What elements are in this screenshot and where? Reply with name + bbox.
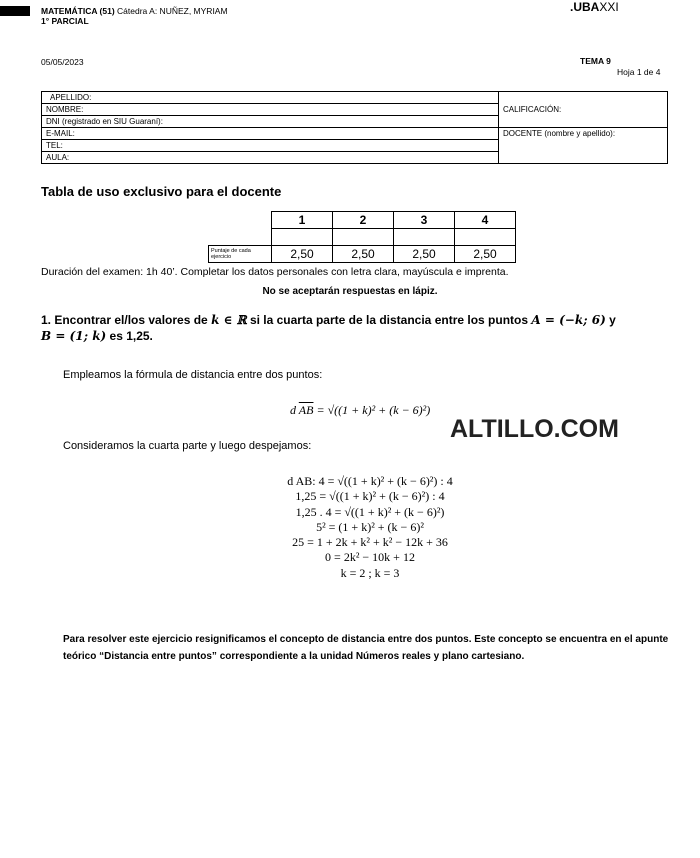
field-tel: TEL: (42, 140, 499, 152)
duration-instructions: Duración del examen: 1h 40’. Completar los datos personales con letra clara, mayúscula e imprenta. (41, 266, 509, 278)
teacher-score-table (208, 211, 516, 263)
col-header: 4 (455, 212, 516, 229)
score-cell: 2,50 (455, 246, 516, 263)
exam-name: 1° PARCIAL (41, 16, 89, 26)
field-email: E-MAIL: (42, 128, 499, 140)
equation-line: d AB: 4 = √((1 + k)² + (k − 6)²) : 4 (287, 474, 453, 488)
score-row-label: Puntaje de cada ejercicio (209, 246, 272, 263)
page-indicator: Hoja 1 de 4 (617, 67, 661, 77)
equation-line: 5² = (1 + k)² + (k − 6)² (316, 519, 424, 534)
watermark: ALTILLO.COM (450, 415, 619, 443)
grade-cell (455, 229, 516, 246)
uba-logo: .UBAXXI (570, 0, 619, 14)
course-title: MATEMÁTICA (51) Cátedra A: NUÑEZ, MYRIAM (41, 6, 228, 16)
teacher-table-title: Tabla de uso exclusivo para el docente (41, 184, 282, 199)
equation-line: 0 = 2k² − 10k + 12 (325, 550, 415, 565)
student-info-table (41, 91, 668, 164)
field-calificacion: CALIFICACIÓN: (499, 92, 668, 128)
grade-cell (333, 229, 394, 246)
field-aula: AULA: (42, 152, 499, 164)
field-apellido: APELLIDO: (42, 92, 499, 104)
equation-line: 25 = 1 + 2k + k² + k² − 12k + 36 (292, 535, 448, 550)
solution-step-intro: Consideramos la cuarta parte y luego despejamos: (63, 440, 312, 452)
solution-intro: Empleamos la fórmula de distancia entre dos puntos: (63, 369, 323, 381)
question-1: 1. Encontrar el/los valores de k ∈ ℝ si la cuarta parte de la distancia entre los puntos A = (−k; 6) y B = (1; k) es 1,25. (41, 313, 616, 343)
table-corner (209, 229, 272, 246)
score-cell: 2,50 (394, 246, 455, 263)
exam-date: 05/05/2023 (41, 57, 84, 67)
distance-formula: d $\overline{AB} = √((1 + k)^2 + (k - 6)^2)$ (290, 403, 431, 417)
field-nombre: NOMBRE: (42, 104, 499, 116)
field-docente: DOCENTE (nombre y apellido): (499, 128, 668, 164)
score-cell: 2,50 (272, 246, 333, 263)
grade-cell (394, 229, 455, 246)
field-dni: DNI (registrado en SIU Guaraní): (42, 116, 499, 128)
equation-steps (0, 474, 700, 581)
col-header: 3 (394, 212, 455, 229)
corner-mark (0, 6, 30, 16)
equation-line: 1,25 = √((1 + k)² + (k − 6)²) : 4 (295, 489, 445, 504)
solution-conclusion: Para resolver este ejercicio resignificamos el concepto de distancia entre dos puntos. Este concepto se encuentra en el apunte teórico “Distancia entre puntos” correspondiente a la unidad Números reales y plano cartesiano. (63, 634, 669, 662)
col-header: 2 (333, 212, 394, 229)
equation-line: 1,25 . 4 = √((1 + k)² + (k − 6)²) (295, 504, 445, 519)
grade-cell (272, 229, 333, 246)
tema-label: TEMA 9 (580, 56, 611, 66)
table-corner (209, 212, 272, 229)
equation-line: k = 2 ; k = 3 (340, 565, 400, 580)
col-header: 1 (272, 212, 333, 229)
score-cell: 2,50 (333, 246, 394, 263)
pencil-warning: No se aceptarán respuestas en lápiz. (262, 286, 438, 297)
